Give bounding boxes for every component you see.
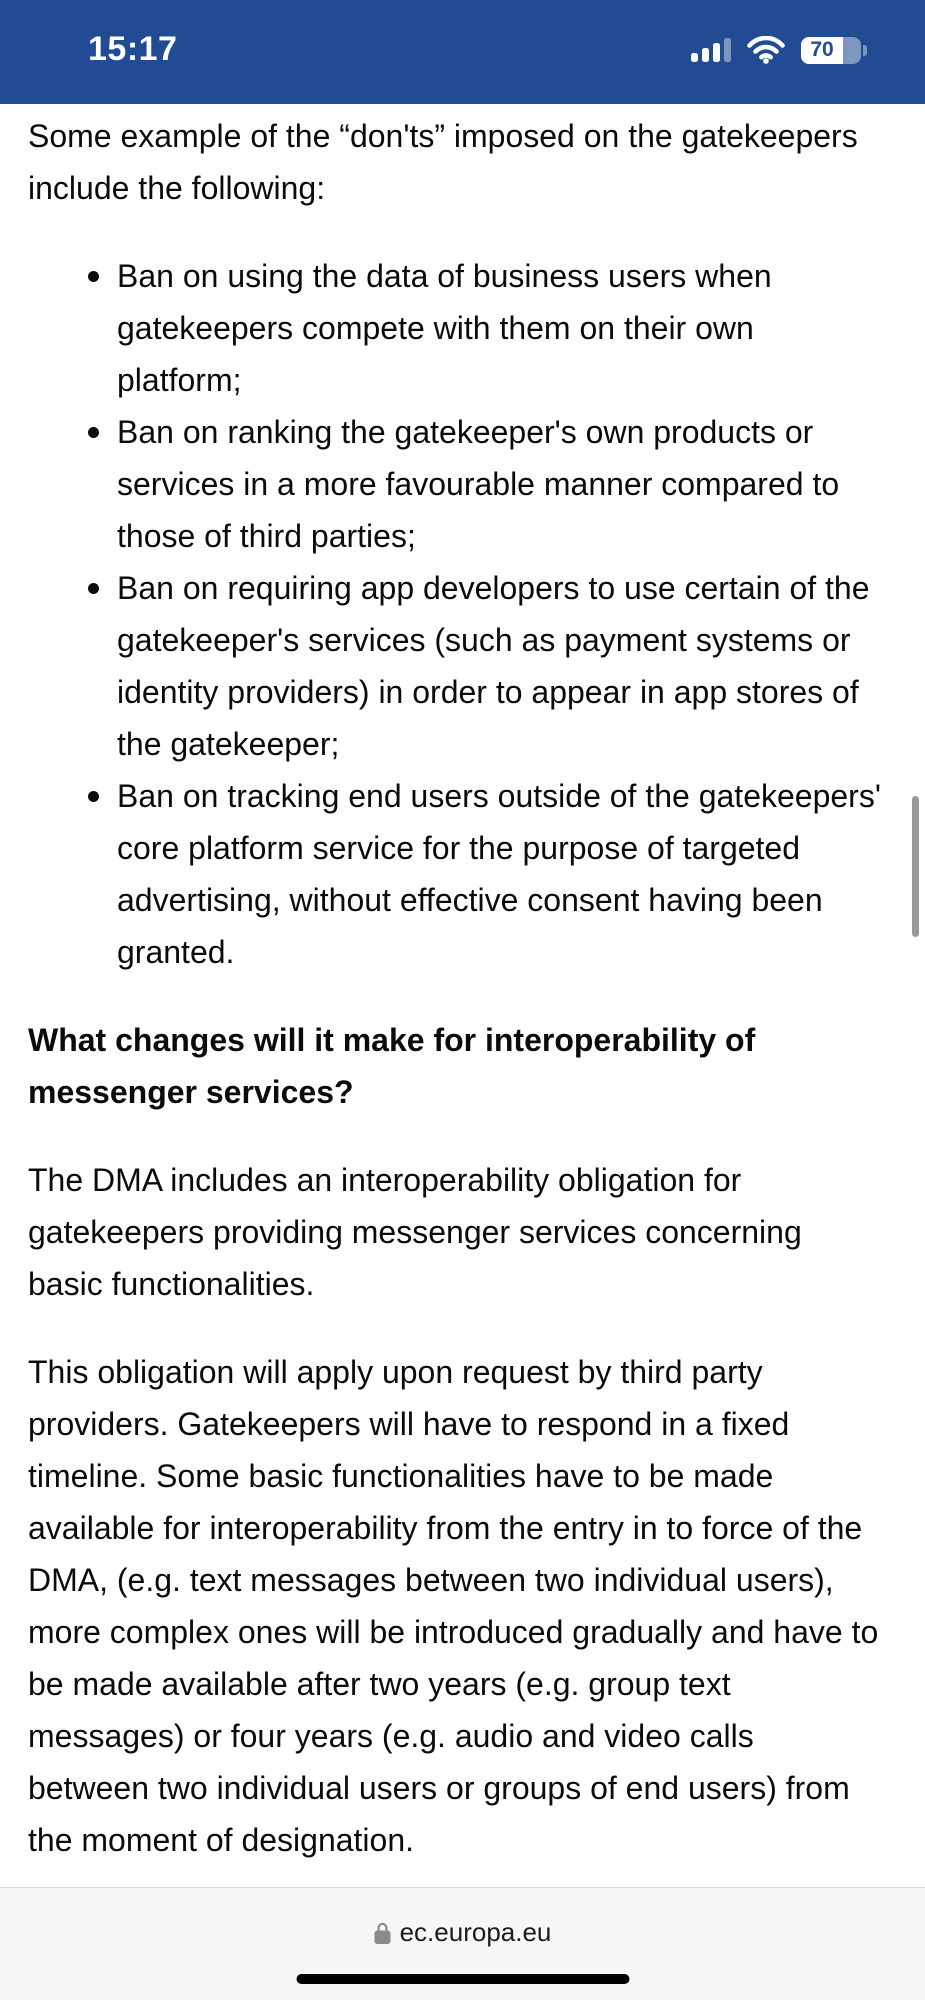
list-item-text: Ban on using the data of business users when gatekeepers compete with them on their own platform; [117, 258, 772, 398]
signal-bar-3 [713, 43, 720, 62]
signal-bar-1 [691, 53, 698, 62]
obligation-detail-paragraph: This obligation will apply upon request by third party providers. Gatekeepers will have to respond in a fixed timeline. Some basic functionalities have to be made available for interoperability from the entry in to force of the DMA, (e.g. text messages between two individual users), more complex ones will be introduced gradually and have to be made available after two years (e.g. group text messages) or four years (e.g. audio and video calls between two individual users or groups of end users) from the moment of designation. [28, 1354, 879, 1858]
status-time: 15:17 [88, 30, 178, 68]
list-item [28, 406, 883, 562]
bullet-icon [88, 791, 99, 802]
dont-list [28, 250, 883, 978]
list-item-text: Ban on ranking the gatekeeper's own products or services in a more favourable manner compared to those of third parties; [117, 414, 840, 554]
browser-bottom-bar [0, 1887, 925, 2000]
bullet-icon [88, 427, 99, 438]
list-item [28, 250, 883, 406]
intro-paragraph: Some example of the “don'ts” imposed on the gatekeepers include the following: [28, 118, 858, 206]
list-item [28, 562, 883, 770]
list-item [28, 770, 883, 978]
signal-bar-4 [724, 38, 731, 62]
scrollbar-thumb[interactable] [912, 796, 919, 937]
address-bar[interactable] [0, 1888, 925, 1948]
section-heading: What changes will it make for interoperability of messenger services? [28, 1022, 756, 1110]
page-content [0, 104, 925, 1902]
dma-obligation-paragraph: The DMA includes an interoperability obligation for gatekeepers providing messenger services concerning basic functionalities. [28, 1162, 802, 1302]
url-text: ec.europa.eu [399, 1917, 552, 1947]
battery-icon [801, 37, 867, 64]
status-bar [0, 0, 925, 104]
battery-nub [863, 45, 867, 56]
bullet-icon [88, 583, 99, 594]
cellular-signal-icon [691, 38, 731, 62]
wifi-icon [747, 36, 785, 64]
status-icons [691, 36, 867, 64]
battery-body [801, 37, 861, 64]
battery-percent: 70 [810, 38, 834, 61]
home-indicator[interactable] [296, 1974, 629, 1984]
list-item-text: Ban on requiring app developers to use certain of the gatekeeper's services (such as payment systems or identity providers) in order to appear in app stores of the gatekeeper; [117, 570, 870, 762]
lock-icon [374, 1921, 391, 1945]
signal-bar-2 [702, 48, 709, 62]
bullet-icon [88, 271, 99, 282]
list-item-text: Ban on tracking end users outside of the gatekeepers' core platform service for the purpose of targeted advertising, without effective consent having been granted. [117, 778, 881, 970]
